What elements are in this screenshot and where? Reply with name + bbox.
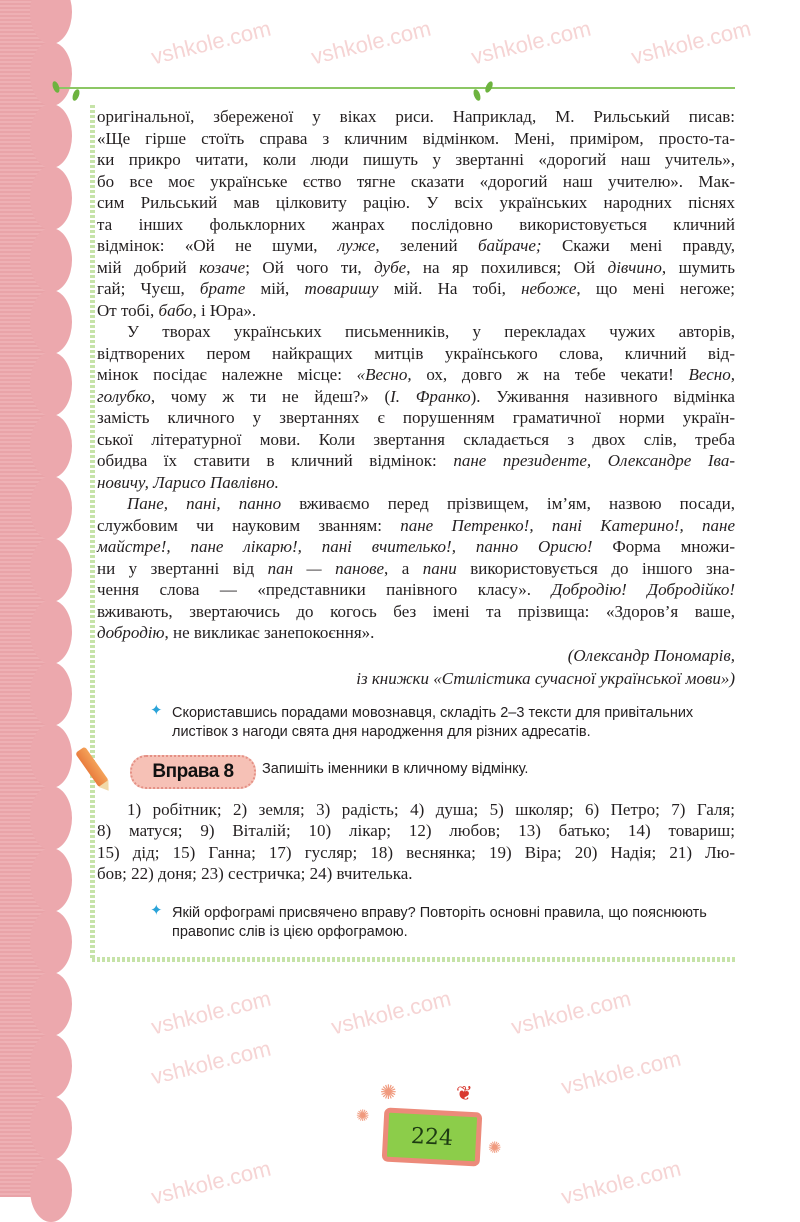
text-line xyxy=(97,386,735,408)
watermark-text: vshkole.com xyxy=(148,15,274,70)
text-segment: обидва їх ставити в кличний відмінок: xyxy=(97,451,454,470)
attribution-source: із книжки «Стилістика сучасної української мови») xyxy=(356,668,735,688)
italic-example: Весно, xyxy=(688,365,735,384)
text-segment: ). Уживання називного відмінка xyxy=(470,386,735,406)
watermark-text: vshkole.com xyxy=(328,985,454,1040)
italic-example: брате xyxy=(199,279,246,298)
text-segment: бо все моє українське єство тягне сказати «дорогий наш учителю». Мак- xyxy=(97,171,735,191)
scallop-decoration xyxy=(30,662,72,726)
watermark-text: vshkole.com xyxy=(148,985,274,1040)
text-segment: службовим чи науковим званням: xyxy=(97,515,401,535)
text-segment: , чому ж ти не йдеш?» ( xyxy=(150,386,391,406)
scallop-decoration xyxy=(30,786,72,850)
scallop-decoration xyxy=(30,600,72,664)
text-segment: сим Рильський мав цілковиту рацію. У всіх українських народних піснях xyxy=(97,193,735,212)
flower-icon: ✺ xyxy=(380,1082,397,1104)
text-segment: відмінок: «Ой не шуми, xyxy=(97,236,338,255)
text-line xyxy=(97,171,735,193)
exercise-line: бов; 22) доня; 23) сестричка; 24) вчителька. xyxy=(97,864,413,883)
text-segment: , і Юра». xyxy=(192,300,257,320)
italic-example: товаришу xyxy=(304,279,379,298)
italic-example: бабо xyxy=(158,300,193,320)
text-segment: ох, довго ж на тебе чекати! xyxy=(411,365,689,384)
text-segment: У творах українських письменників, у перекладах чужих авторів, xyxy=(127,322,735,341)
scallop-decoration xyxy=(30,290,72,354)
text-line xyxy=(97,106,735,128)
attribution-author: (Олександр Пономарів, xyxy=(567,645,735,665)
italic-example: дубе xyxy=(374,257,407,277)
text-line xyxy=(97,601,735,623)
text-segment: вживають, звертаючись до когось без імені та прізвища: «Здоров’я ваше, xyxy=(97,601,735,621)
scallop-decoration xyxy=(30,476,72,540)
text-segment: , на яр похилився; Ой xyxy=(406,257,608,277)
left-dotted-border xyxy=(90,105,95,960)
watermark-text: vshkole.com xyxy=(468,15,594,70)
text-segment: ської літературної мови. Коли звертання складається з двох слів, треба xyxy=(97,429,735,449)
scallop-decoration xyxy=(30,1158,72,1222)
text-segment: мінок посідає належне місце: xyxy=(97,365,357,384)
text-line xyxy=(97,343,735,365)
text-segment: ; Ой чого ти, xyxy=(245,257,375,277)
text-segment: , зелений xyxy=(375,236,478,255)
text-line xyxy=(97,558,735,580)
flower-icon: ✺ xyxy=(488,1140,502,1157)
text-segment: чення слова — «представники панівного класу». xyxy=(97,580,552,599)
scallop-decoration xyxy=(30,414,72,478)
italic-example: луже xyxy=(337,236,376,255)
text-line xyxy=(97,536,735,558)
watermark-text: vshkole.com xyxy=(148,1155,274,1210)
scallop-decoration xyxy=(30,972,72,1036)
text-segment: Скажи мені правду, xyxy=(541,236,735,255)
text-segment: відтворених пером найкращих митців українського слова, кличний від- xyxy=(97,343,735,363)
text-segment: ки прикро читати, коли люди пишуть у звертанні «дорогий наш учитель», xyxy=(97,150,735,169)
text-segment: мій. На тобі, xyxy=(378,279,522,298)
exercise-list xyxy=(97,799,735,885)
text-line xyxy=(97,493,735,515)
scallop-decoration xyxy=(30,538,72,602)
italic-example: пане Петренко!, пані Катерино!, пане xyxy=(400,515,736,535)
scallop-decoration xyxy=(30,352,72,416)
scallop-decoration xyxy=(30,724,72,788)
text-segment: , шумить xyxy=(661,257,735,277)
scallop-decoration xyxy=(30,104,72,168)
leaf-icon xyxy=(71,88,81,101)
text-line xyxy=(97,429,735,451)
exercise-line: 15) дід; 15) Ганна; 17) гусляр; 18) веснянка; 19) Віра; 20) Надія; 21) Лю- xyxy=(97,842,735,862)
task-2: Якій орфограмі присвячено вправу? Повторіть основні правила, що пояснюють правопис слів із цією орфограмою. xyxy=(172,904,707,940)
scallop-decoration xyxy=(30,910,72,974)
text-line xyxy=(97,214,735,236)
scallop-decoration xyxy=(30,166,72,230)
text-segment: замість кличного у звертаннях є порушенням граматичної норми україн- xyxy=(97,408,735,427)
article-body xyxy=(97,106,735,644)
text-segment: та інших фольклорних жанрах послідовно використовується кличний xyxy=(97,214,735,234)
scallop-decoration xyxy=(30,42,72,106)
text-segment: мій добрий xyxy=(97,257,200,277)
italic-example: Добродію! Добродійко! xyxy=(551,580,735,599)
text-segment: використовується до іншого зна- xyxy=(456,558,735,578)
text-segment: мій, xyxy=(245,279,305,298)
text-segment: «Ще гірше стоїть справа з кличним відмінком. Мені, приміром, просто-та- xyxy=(97,128,735,148)
text-segment: От тобі, xyxy=(97,300,159,320)
text-line xyxy=(97,128,735,150)
watermark-text: vshkole.com xyxy=(558,1155,684,1210)
exercise-line: 1) робітник; 2) земля; 3) радість; 4) душа; 5) школяр; 6) Петро; 7) Галя; xyxy=(127,799,735,819)
italic-example: небоже xyxy=(521,279,577,298)
scallop-decoration xyxy=(30,228,72,292)
text-segment: Форма множи- xyxy=(592,537,736,556)
italic-example: майстре!, пане лікарю!, пані вчителько!, панно Орисю! xyxy=(97,537,593,556)
text-line xyxy=(97,364,735,386)
text-line xyxy=(97,622,735,644)
attribution xyxy=(97,644,735,690)
text-line xyxy=(97,149,735,171)
italic-example: голубко xyxy=(97,386,151,406)
exercise-badge: Вправа 8 xyxy=(130,755,256,789)
text-line xyxy=(97,472,735,494)
text-line xyxy=(97,192,735,214)
text-segment: , не викликає занепокоєння». xyxy=(164,623,375,642)
text-line xyxy=(97,579,735,601)
diamond-bullet-icon: ✦ xyxy=(150,902,163,919)
text-line xyxy=(97,235,735,257)
diamond-bullet-icon: ✦ xyxy=(150,702,163,719)
task-2-row xyxy=(150,902,737,942)
exercise-instruction: Запишіть іменники в кличному відмінку. xyxy=(262,760,529,777)
text-segment: оригінальної, збереженої у віках риси. Наприклад, М. Рильський писав: xyxy=(97,107,735,126)
task-1: Скориставшись порадами мовознавця, складіть 2–3 тексти для привітальних листівок з нагоди свята дня народження для різних адресатів. xyxy=(172,704,694,740)
exercise-header xyxy=(97,755,735,789)
task-1-row xyxy=(150,702,737,742)
tulip-icon: ❦ xyxy=(456,1083,473,1105)
text-line xyxy=(97,407,735,429)
text-line xyxy=(97,278,735,300)
italic-example: дівчино xyxy=(607,257,662,277)
leaf-icon xyxy=(472,88,482,101)
italic-example: козаче xyxy=(199,257,246,277)
scallop-decoration xyxy=(30,848,72,912)
text-line xyxy=(97,515,735,537)
watermark-text: vshkole.com xyxy=(148,1035,274,1090)
italic-example: пани xyxy=(422,558,457,578)
text-segment: гай; Чуєш, xyxy=(97,279,200,298)
text-segment: , що мені негоже; xyxy=(576,279,735,298)
page-number: 224 xyxy=(382,1107,483,1166)
watermark-text: vshkole.com xyxy=(628,15,754,70)
italic-example: І. Франко xyxy=(390,386,471,406)
watermark-text: vshkole.com xyxy=(308,15,434,70)
text-line xyxy=(97,257,735,279)
italic-example: новичу, Ларисо Павлівно. xyxy=(97,472,279,492)
text-line xyxy=(97,450,735,472)
italic-example: пане президенте, Олександре Іва- xyxy=(453,451,735,470)
watermark-text: vshkole.com xyxy=(508,985,634,1040)
page-content xyxy=(97,106,735,942)
flower-icon: ✺ xyxy=(356,1108,370,1125)
text-segment: вживаємо перед прізвищем, ім’ям, назвою посади, xyxy=(281,494,735,513)
scallop-decoration xyxy=(30,1096,72,1160)
scallop-decoration xyxy=(30,1034,72,1098)
italic-example: Пане, пані, панно xyxy=(127,494,282,513)
text-line xyxy=(97,321,735,343)
top-divider xyxy=(55,87,735,89)
text-segment: , а xyxy=(384,558,423,578)
italic-example: «Весно, xyxy=(356,365,412,384)
italic-example: байраче; xyxy=(477,236,542,255)
italic-example: добродію xyxy=(97,623,165,642)
watermark-text: vshkole.com xyxy=(558,1045,684,1100)
text-segment: ни у звертанні від xyxy=(97,558,268,578)
text-line xyxy=(97,300,735,322)
bottom-dotted-border xyxy=(92,957,737,962)
exercise-line: 8) матуся; 9) Віталій; 10) лікар; 12) любов; 13) батько; 14) товариш; xyxy=(97,821,735,840)
italic-example: пан — панове xyxy=(267,558,385,578)
